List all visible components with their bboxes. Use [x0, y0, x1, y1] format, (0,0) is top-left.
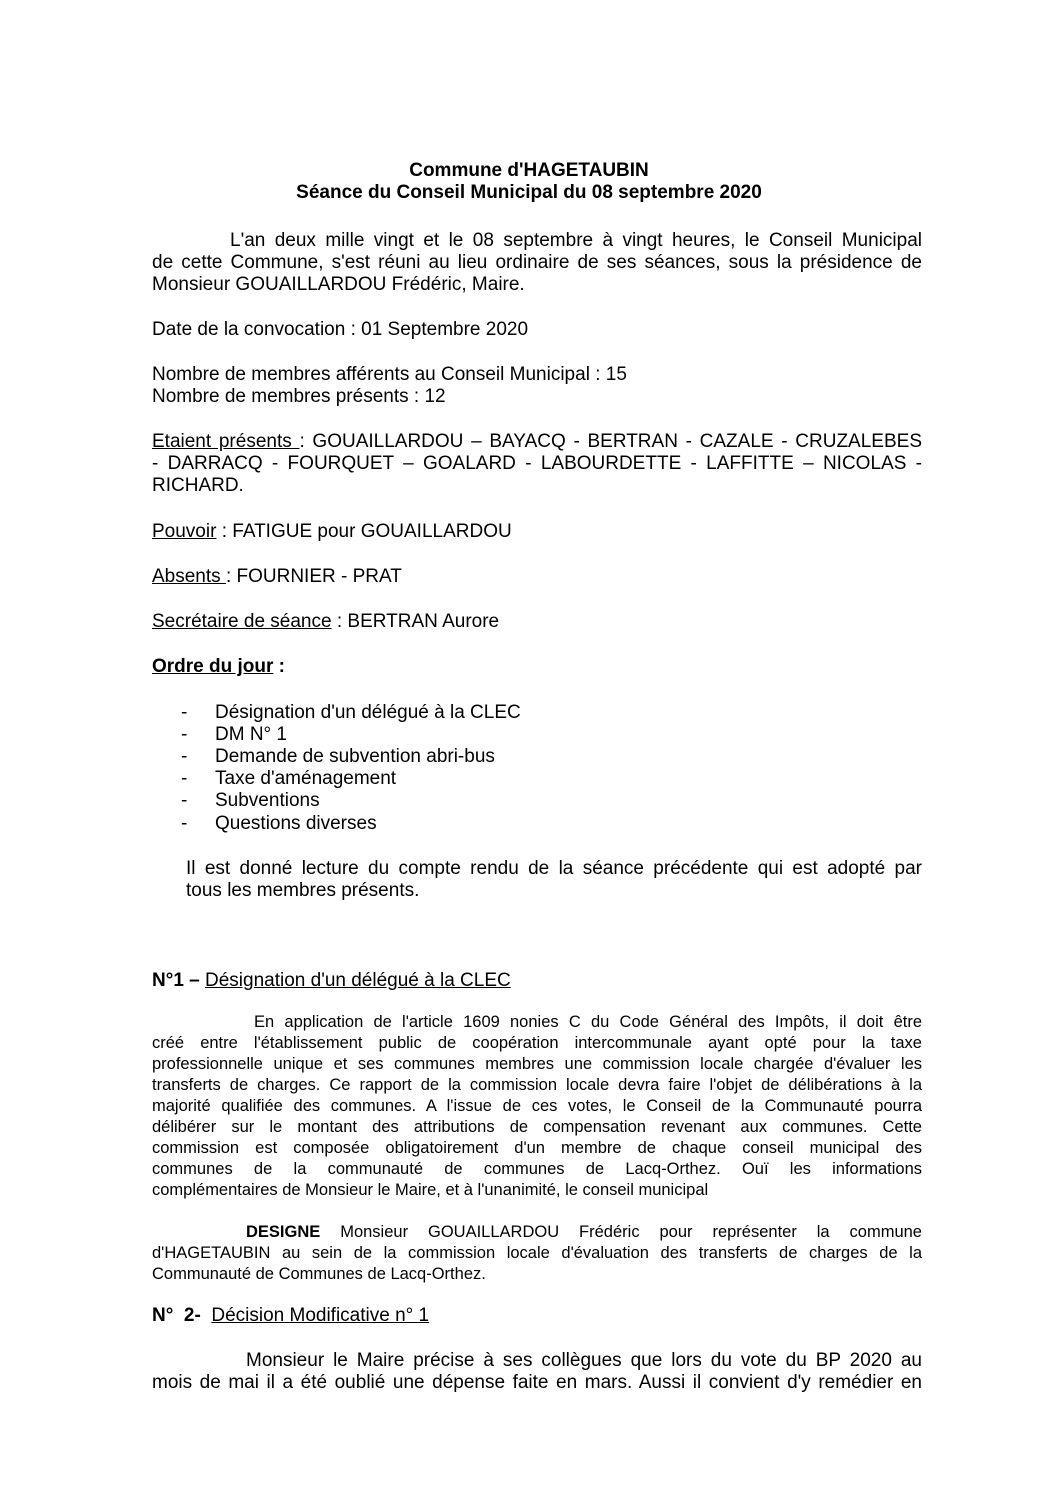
section-1-heading	[152, 970, 511, 992]
section-1-number: N°1 –	[152, 970, 206, 991]
intro-line-1: L'an deux mille vingt et le 08 septembre à vingt heures, le Conseil Municipal	[230, 230, 922, 251]
section-1-title: Désignation d'un délégué à la CLEC	[205, 970, 511, 991]
lecture-line-2: tous les membres présents.	[186, 880, 420, 901]
section-1-line: communes de la communauté de communes de Lacq-Orthez. Ouï les informations	[152, 1160, 922, 1178]
section-2-number: N° 2-	[152, 1305, 212, 1326]
agenda-dash: -	[181, 746, 188, 767]
presents-line-3: RICHARD.	[152, 475, 244, 496]
designe-keyword: DESIGNE	[246, 1223, 321, 1241]
convocation-date: Date de la convocation : 01 Septembre 2020	[152, 319, 529, 340]
agenda-item: Questions diverses	[215, 813, 377, 834]
agenda-dash: -	[181, 702, 188, 723]
section-1-line: majorité qualifiée des communes. A l'issue de ces votes, le Conseil de la Communauté pourra	[152, 1097, 922, 1115]
agenda-dash: -	[181, 813, 188, 834]
agenda-dash: -	[181, 768, 188, 789]
pouvoir-label: Pouvoir	[152, 521, 217, 542]
section-1-line: professionnelle unique et ses communes membres une commission locale chargée d'évaluer les	[152, 1055, 922, 1073]
section-1-line: complémentaires de Monsieur le Maire, et à l'unanimité, le conseil municipal	[152, 1181, 709, 1199]
seance-title: Séance du Conseil Municipal du 08 septembre 2020	[296, 182, 762, 203]
absents-value: : FOURNIER - PRAT	[225, 566, 402, 587]
agenda-dash: -	[181, 724, 188, 745]
presents-names-1: : GOUAILLARDOU – BAYACQ - BERTRAN - CAZALE - CRUZALEBES	[299, 431, 922, 452]
pouvoir-line	[152, 521, 512, 543]
secretaire-label: Secrétaire de séance	[152, 611, 332, 632]
section-1-line: commission est composée obligatoirement d'un membre de chaque conseil municipal des	[152, 1139, 922, 1157]
designe-line-1: DESIGNE Monsieur GOUAILLARDOU Frédéric pour représenter la commune	[246, 1223, 922, 1241]
agenda-item: Désignation d'un délégué à la CLEC	[215, 702, 521, 723]
secretaire-value: : BERTRAN Aurore	[331, 611, 500, 632]
absents-label: Absents	[152, 566, 226, 587]
pouvoir-value: : FATIGUE pour GOUAILLARDOU	[216, 521, 512, 542]
section-1-line: créé entre l'établissement public de coopération intercommunale ayant opté pour la taxe	[152, 1034, 922, 1052]
intro-line-2: de cette Commune, s'est réuni au lieu ordinaire de ses séances, sous la présidence de	[152, 252, 922, 273]
lecture-line-1: Il est donné lecture du compte rendu de la séance précédente qui est adopté par	[186, 858, 922, 879]
section-1-line: En application de l'article 1609 nonies C du Code Général des Impôts, il doit être	[254, 1013, 922, 1031]
section-1-line: délibérer sur le montant des attributions de compensation revenant aux communes. Cette	[152, 1118, 922, 1136]
presents-label: Etaient présents	[152, 431, 300, 452]
agenda-item: DM N° 1	[215, 724, 287, 745]
commune-title: Commune d'HAGETAUBIN	[409, 160, 649, 181]
section-2-title: Décision Modificative n° 1	[211, 1305, 430, 1326]
section-2-line-1: Monsieur le Maire précise à ses collègues que lors du vote du BP 2020 au	[246, 1350, 922, 1371]
intro-line-3: Monsieur GOUAILLARDOU Frédéric, Maire.	[152, 274, 525, 295]
section-2-heading	[152, 1305, 429, 1327]
ordre-du-jour-label: Ordre du jour	[152, 656, 274, 677]
agenda-item: Demande de subvention abri-bus	[215, 746, 495, 767]
secretaire-line	[152, 611, 499, 633]
ordre-du-jour-heading: Ordre du jour :	[152, 656, 286, 677]
designe-line-2: d'HAGETAUBIN au sein de la commission locale d'évaluation des transferts de charges de la	[152, 1244, 922, 1262]
section-2-line-2: mois de mai il a été oublié une dépense faite en mars. Aussi il convient d'y remédier en	[152, 1372, 922, 1393]
agenda-item: Subventions	[215, 790, 320, 811]
membres-presents: Nombre de membres présents : 12	[152, 386, 446, 407]
agenda-dash: -	[181, 790, 188, 811]
agenda-item: Taxe d'aménagement	[215, 768, 397, 789]
presents-line-2: - DARRACQ - FOURQUET – GOALARD - LABOURDETTE - LAFFITTE – NICOLAS -	[152, 453, 922, 474]
membres-afferents: Nombre de membres afférents au Conseil Municipal : 15	[152, 364, 627, 385]
designe-line-3: Communauté de Communes de Lacq-Orthez.	[152, 1265, 486, 1283]
presents-line-1	[152, 431, 922, 453]
section-1-line: transferts de charges. Ce rapport de la commission locale devra faire l'objet de délibérations à la	[152, 1076, 922, 1094]
absents-line	[152, 566, 402, 588]
